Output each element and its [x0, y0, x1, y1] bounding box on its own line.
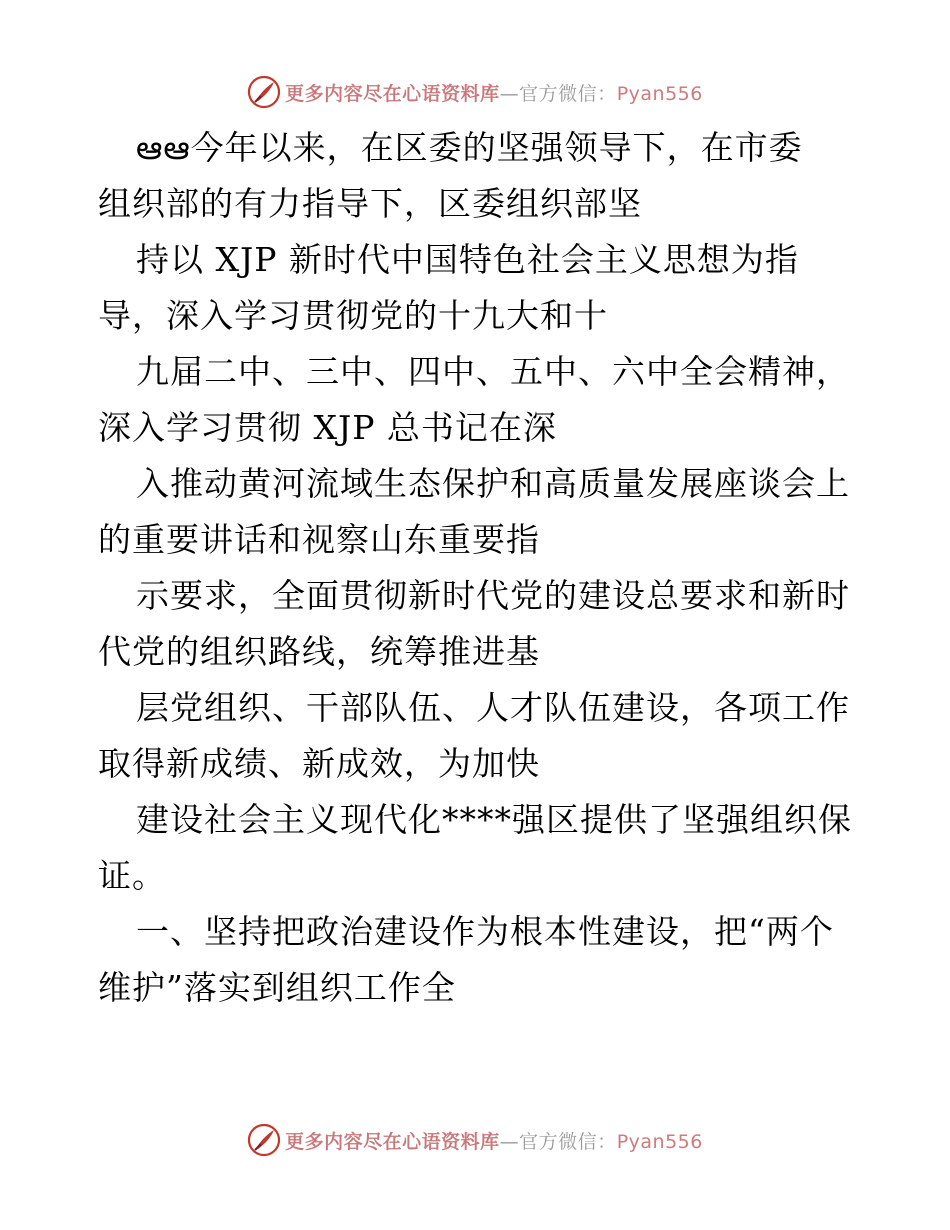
watermark-id: Pyan556 [616, 1130, 703, 1153]
watermark-text [285, 79, 703, 106]
text-line [98, 512, 858, 568]
text-line [98, 904, 858, 960]
text-line [98, 736, 858, 792]
quill-logo-icon [247, 1123, 281, 1157]
text-line-content: 深入学习贯彻 XJP 总书记在深 [98, 408, 557, 447]
text-line [98, 232, 858, 288]
text-line [98, 568, 858, 624]
watermark-text [285, 1127, 703, 1154]
text-line [98, 456, 858, 512]
document-body [98, 120, 858, 1016]
text-line [98, 288, 858, 344]
watermark-dash: — [499, 82, 520, 105]
watermark-main: 更多内容尽在心语资料库 [285, 1130, 500, 1153]
watermark-account: 官方微信： [519, 82, 617, 105]
text-line-content: 一、坚持把政治建设作为根本性建设，把“两个 [136, 912, 834, 951]
text-line [98, 848, 858, 904]
header-watermark [0, 72, 950, 112]
text-line-content: 取得新成绩、新成效，为加快 [98, 744, 540, 783]
text-line-content: 的重要讲话和视察山东重要指 [98, 520, 540, 559]
text-line [98, 176, 858, 232]
text-line-content: 九届二中、三中、四中、五中、六中全会精神， [136, 352, 850, 391]
watermark-dash: — [499, 1130, 520, 1153]
text-line [98, 960, 858, 1016]
text-line-content: 组织部的有力指导下，区委组织部坚 [98, 184, 642, 223]
text-line-content: 入推动黄河流域生态保护和高质量发展座谈会上 [136, 464, 850, 503]
watermark-id: Pyan556 [616, 82, 703, 105]
text-line-content: 维护”落实到组织工作全 [98, 968, 456, 1007]
ornament-icon: ఆఆ [136, 128, 191, 167]
text-line-content: 层党组织、干部队伍、人才队伍建设，各项工作 [136, 688, 850, 727]
footer-watermark [0, 1120, 950, 1160]
watermark-main: 更多内容尽在心语资料库 [285, 82, 500, 105]
text-line [98, 680, 858, 736]
text-line-content: 示要求，全面贯彻新时代党的建设总要求和新时 [136, 576, 850, 615]
text-line-content: 今年以来，在区委的坚强领导下，在市委 [190, 128, 803, 167]
text-line [98, 792, 858, 848]
text-line-content: 持以 XJP 新时代中国特色社会主义思想为指 [136, 240, 799, 279]
text-line [98, 624, 858, 680]
text-line-content: 导，深入学习贯彻党的十九大和十 [98, 296, 608, 335]
watermark-account: 官方微信： [519, 1130, 617, 1153]
text-line-content: 证。 [98, 856, 166, 895]
text-line-content: 建设社会主义现代化****强区提供了坚强组织保 [136, 800, 852, 839]
quill-logo-icon [247, 75, 281, 109]
text-line [98, 120, 858, 176]
text-line-content: 代党的组织路线，统筹推进基 [98, 632, 540, 671]
text-line [98, 400, 858, 456]
text-line [98, 344, 858, 400]
